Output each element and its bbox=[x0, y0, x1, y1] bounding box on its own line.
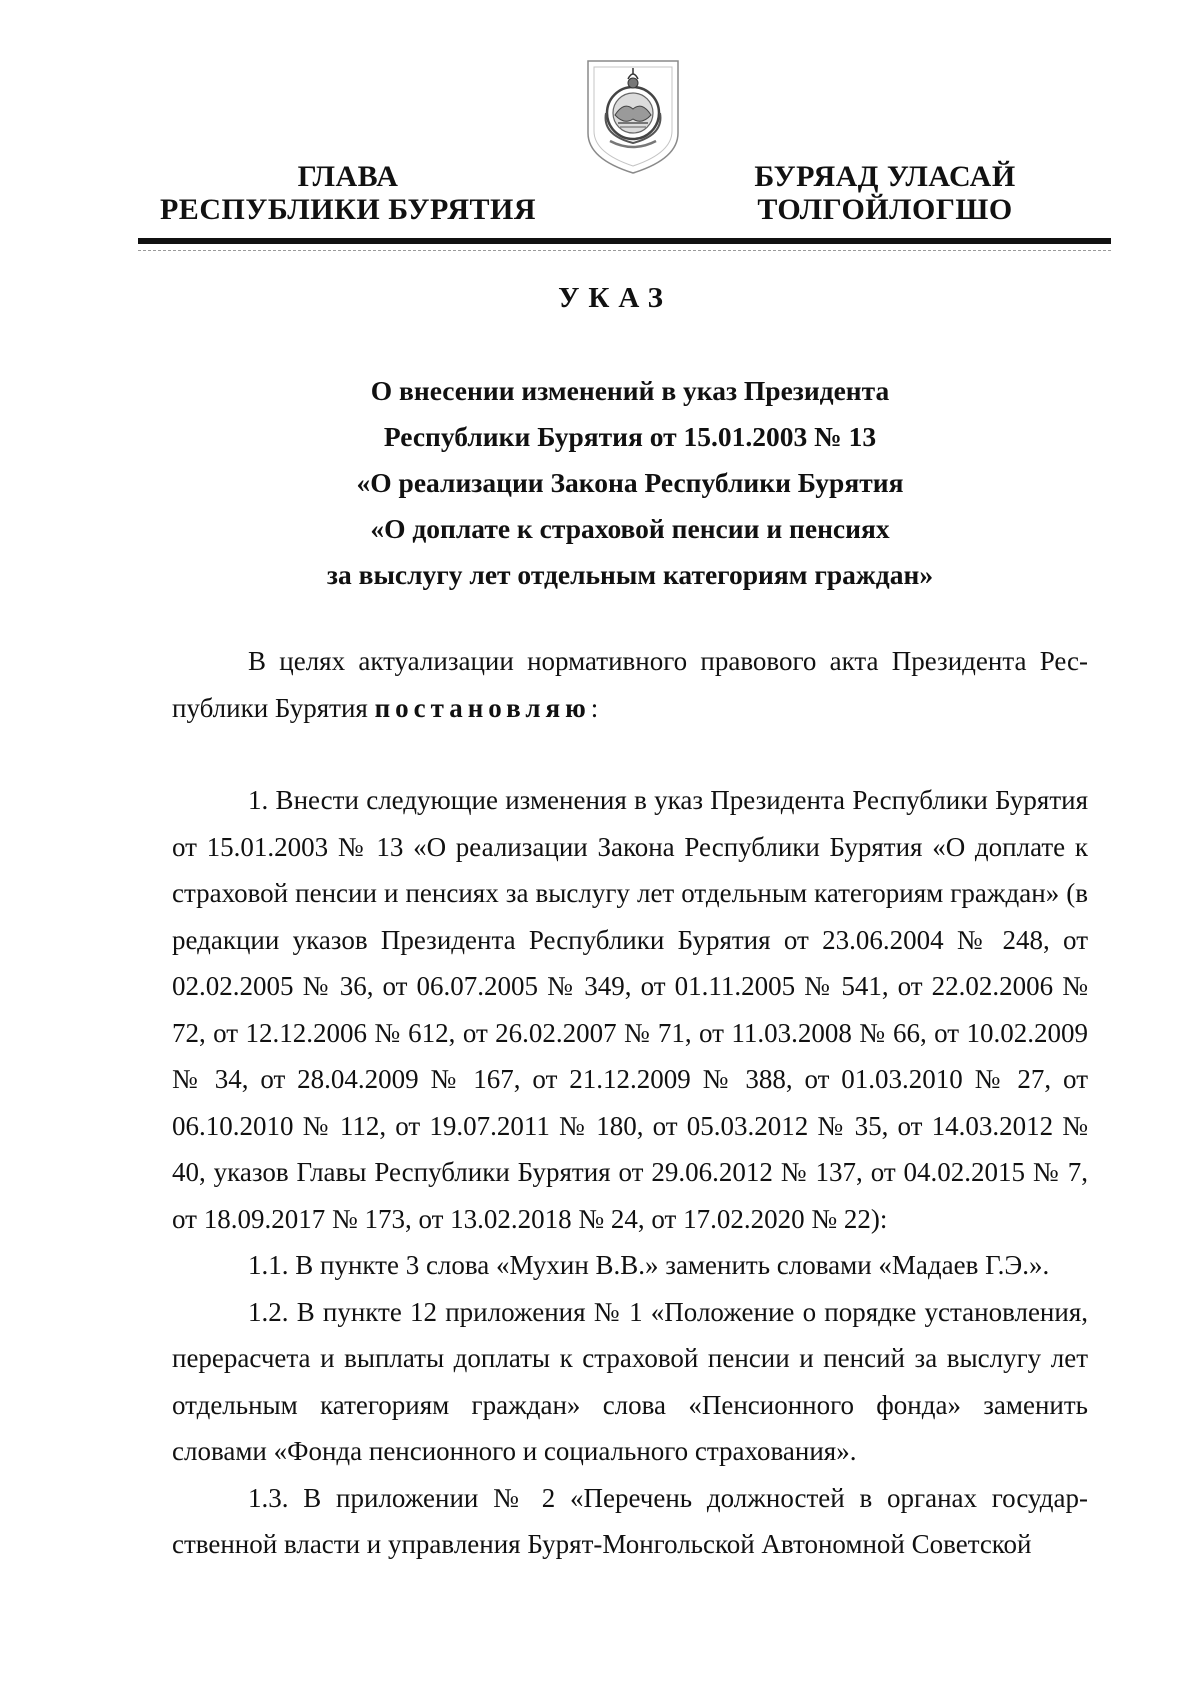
paragraph-item-1-3: 1.3. В приложении № 2 «Перечень должностей в органах государственной власти и управления Бурят-Монгольской Автономной Советской bbox=[172, 1482, 1088, 1559]
paragraph-item-1: 1. Внести следующие изменения в указ Президента Республики Бурятия от 15.01.2003 № 13 «О реализации Закона Республики Бурятия «О доплате к страховой пенсии и пенсиях за выслугу лет отдельным категориям граждан» (в редакции указов Президента Республики Бурятия от 23.06.2004 № 248, от 02.02.2005 № 36, от 06.07.2005 № 349, от 01.11.2005 № 541, от 22.02.2006 № 72, от 12.12.2006 № 612, от 26.02.2007 № 71, от 11.03.2008 № 66, от 10.02.2009 № 34, от 28.04.2009 № 167, от 21.12.2009 № 388, от 01.03.2010 № 27, от 06.10.2010 № 112, от 19.07.2011 № 180, от 05.03.2012 № 35, от 14.03.2012 № 40, указов Главы Республики Бурятия от 29.06.2012 № 137, от 04.02.2015 № 7, от 18.09.2017 № 173, от 13.02.2018 № 24, от 17.02.2020 № 22): bbox=[172, 785, 1088, 1234]
coat-of-arms-icon bbox=[582, 55, 684, 177]
title-line: «О реализации Закона Республики Бурятия bbox=[356, 467, 904, 498]
header-divider-thick bbox=[138, 238, 1111, 244]
title-line: за выслугу лет отдельным категориям граждан» bbox=[326, 559, 934, 590]
preamble-text: В целях актуализации нормативного правового акта Президента Республики Бурятия bbox=[172, 646, 1088, 723]
issuer-right bbox=[730, 160, 1040, 226]
preamble-keyword: постановляю bbox=[374, 692, 591, 723]
issuer-right-line2: ТОЛГОЙЛОГШО bbox=[757, 193, 1013, 226]
title-line: Республики Бурятия от 15.01.2003 № 13 bbox=[383, 421, 877, 452]
paragraph-item-1-1: 1.1. В пункте 3 слова «Мухин В.В.» заменить словами «Мадаев Г.Э.». bbox=[248, 1250, 1050, 1280]
document-type: УКАЗ bbox=[558, 282, 672, 314]
preamble-end: : bbox=[590, 692, 599, 723]
issuer-left bbox=[148, 160, 548, 226]
header-divider-thin bbox=[138, 250, 1111, 251]
issuer-left-line1: ГЛАВА bbox=[297, 160, 399, 193]
document-title bbox=[160, 368, 1100, 598]
document-body bbox=[172, 638, 1088, 1568]
paragraph-item-1-2: 1.2. В пункте 12 приложения № 1 «Положение о порядке установления, перерасчета и выплаты доплаты к страховой пенсии и пенсий за выслугу лет отдельным категориям граждан» слова «Пенсионного фонда» заменить словами «Фонда пенсионного и социального страхования». bbox=[172, 1296, 1088, 1466]
title-line: О внесении изменений в указ Президента bbox=[370, 375, 890, 406]
title-line: «О доплате к страховой пенсии и пенсиях bbox=[370, 513, 890, 544]
issuer-right-line1: БУРЯАД УЛАСАЙ bbox=[754, 160, 1016, 193]
preamble-paragraph bbox=[172, 638, 1088, 731]
issuer-left-line2: РЕСПУБЛИКИ БУРЯТИЯ bbox=[159, 193, 537, 226]
